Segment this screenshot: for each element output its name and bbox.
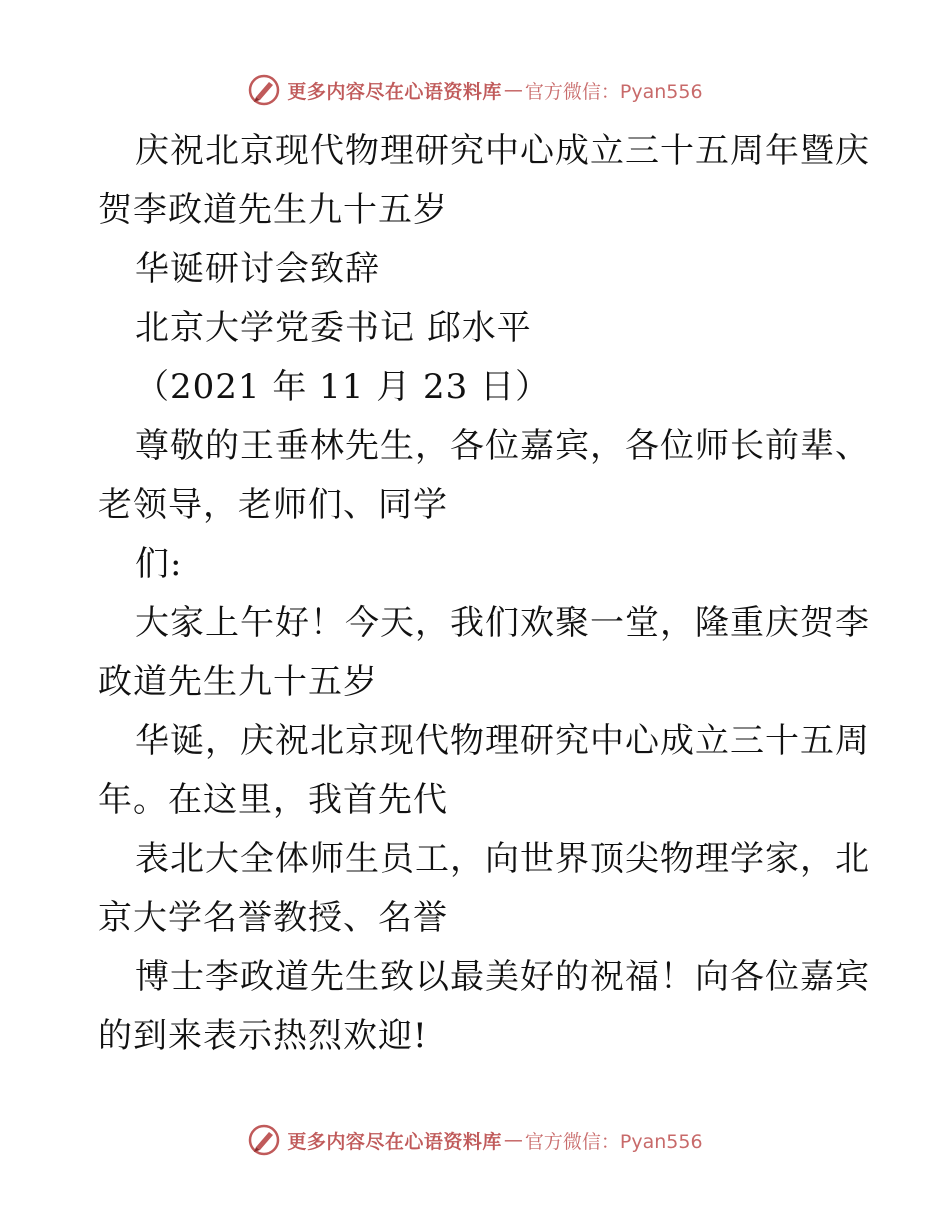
watermark-banner-bottom — [0, 1120, 950, 1160]
paragraph-line-6: 京大学名誉教授、名誉 — [98, 898, 448, 938]
paragraph-line-7: 博士李政道先生致以最美好的祝福！向各位嘉宾 — [135, 957, 870, 997]
salutation-line-3: 们: — [135, 544, 183, 584]
author-line: 北京大学党委书记 邱水平 — [135, 308, 532, 348]
watermark-separator: — — [503, 79, 523, 101]
watermark-separator: — — [503, 1129, 523, 1151]
title-line-1: 庆祝北京现代物理研究中心成立三十五周年暨庆 — [135, 131, 870, 171]
watermark-site-text: 更多内容尽在心语资料库 — [287, 80, 502, 103]
date-line: （2021 年 11 月 23 日） — [135, 367, 551, 407]
paragraph-line-4: 年。在这里，我首先代 — [98, 780, 448, 820]
watermark-banner-top — [0, 70, 950, 110]
watermark-wechat-text: 官方微信：Pyan556 — [524, 80, 703, 103]
salutation-line-1: 尊敬的王垂林先生，各位嘉宾，各位师长前辈、 — [135, 426, 870, 466]
paragraph-line-8: 的到来表示热烈欢迎! — [98, 1016, 428, 1056]
salutation-line-2: 老领导，老师们、同学 — [98, 485, 448, 525]
paragraph-line-2: 政道先生九十五岁 — [98, 662, 378, 702]
pen-logo-icon — [247, 1123, 281, 1157]
watermark-site-text: 更多内容尽在心语资料库 — [287, 1130, 502, 1153]
title-line-2: 贺李政道先生九十五岁 — [98, 190, 448, 230]
paragraph-line-5: 表北大全体师生员工，向世界顶尖物理学家，北 — [135, 839, 870, 879]
paragraph-line-3: 华诞，庆祝北京现代物理研究中心成立三十五周 — [135, 721, 870, 761]
pen-logo-icon — [247, 73, 281, 107]
document-body — [98, 122, 870, 1066]
title-line-3: 华诞研讨会致辞 — [135, 249, 380, 289]
watermark-wechat-text: 官方微信：Pyan556 — [524, 1130, 703, 1153]
paragraph-line-1: 大家上午好！今天，我们欢聚一堂，隆重庆贺李 — [135, 603, 870, 643]
